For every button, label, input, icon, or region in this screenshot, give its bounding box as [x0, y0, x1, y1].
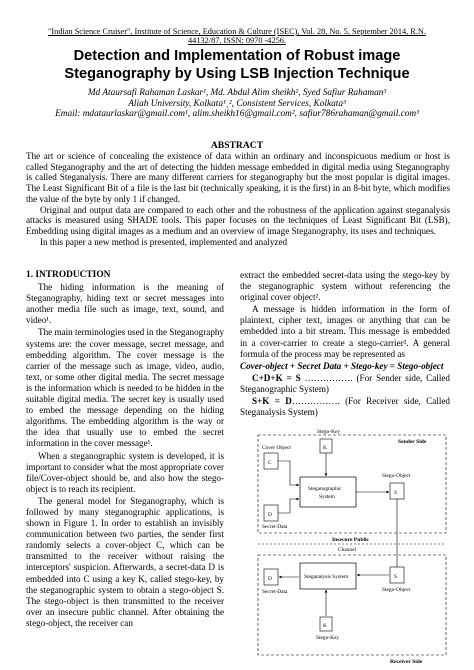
abstract-paragraph-3: In this paper a new method is presented, implemented and analyzed — [40, 236, 288, 247]
stego-object-box-bottom — [390, 567, 404, 583]
general-formula: Cover-object + Secret Data + Stego-key = Stego-object — [240, 360, 444, 371]
title-line-1: Detection and Implementation of Robust image — [73, 48, 401, 64]
receiver-equation-expr: S+K = D — [252, 396, 292, 407]
right-column — [240, 270, 450, 419]
receiver-equation — [240, 396, 450, 418]
insecure-public-label: Insecure Public — [332, 537, 370, 543]
receiver-side-label: Receiver Side — [390, 659, 423, 665]
author-affiliations: Aliah University, Kolkata¹ˎ², Consistent Services, Kolkata³ — [128, 98, 346, 109]
abstract-body — [26, 151, 450, 247]
abstract-paragraph-2: Original and output data are compared to each other and the robustness of the application against steganalysis attacks is measured using SHADE tools. This paper focuses on the techniques of Least Significant Bit (LSB), Embedding using digital images as a medium and an overview of image Steganography, its uses and techniques. — [26, 204, 450, 236]
stego-object-letter-top: S — [394, 490, 397, 496]
abstract-paragraph-1: The art or science of concealing the existence of data within an ordinary and inconspicuous medium or host is called Steganography and the art of detecting the hidden message embedded in digital media using Steganography is called Steganalysis. There are many different carriers for steganography but the most popular is digital images. The Least Significant Bit of a file is the last bit (technically speaking, it is the first) in an 8-bit byte, which modifies the value of the byte by only 1 if changed. — [26, 151, 450, 204]
steganographic-system-label-2: System — [319, 494, 335, 500]
stego-object-bottom-label: Stego-Object — [382, 587, 411, 593]
intro-paragraph-2: The main terminologies used in the Steganography systems are: the cover message, secret message, and embedding algorithm. The cover message is the carrier of the message such as image, video, audio, text, or some other digital media. The secret message is the information which is needed to be hidden in the suitable digital media. The secret key is usually used to embed the message depending on the hiding algorithms. The embedding algorithm is the way or the idea that usually use to embed the secret information in the cover message¹. — [26, 327, 225, 449]
sender-equation — [240, 373, 450, 395]
key-bottom-letter: K — [323, 623, 327, 629]
channel-label: Channel — [338, 547, 356, 553]
sender-equation-expr: C+D+K = S — [252, 372, 301, 383]
arrow-cover-to-system — [278, 461, 299, 485]
cover-letter: C — [268, 460, 272, 466]
title-line-2: Steganography by Using LSB Injection Technique — [64, 66, 410, 82]
author-names: Md Ataursafi Rahaman Laskar¹, Md. Abdul Alim sheikh², Syed Safiur Rahaman³ — [87, 88, 387, 98]
sender-equation-note: ……………. (For Sender side, Called Steganographic System) — [240, 372, 450, 394]
sender-side-label: Sender Side — [398, 439, 427, 445]
stego-key-bottom-label: Stego-Key — [316, 635, 340, 641]
stego-object-top-label: Stego-Object — [382, 473, 411, 479]
right-paragraph-1: extract the embedded secret-data using the stego-key by the steganographic system without referencing the original cover object². — [240, 270, 450, 303]
stego-object-letter-bottom: S — [394, 574, 397, 580]
secret-data-top-label: Secret-Data — [262, 524, 288, 530]
receiver-equation-note: ……………. (For Receiver side, Called Steganalysis System) — [240, 396, 450, 418]
steganographic-system-label-1: Steganographic — [308, 486, 342, 492]
steganographic-system-box — [300, 477, 356, 507]
paper-title — [28, 47, 446, 83]
journal-header: "Indian Science Cruiser", Institute of Science, Education & Culture (ISEC), Vol. 28, No. 5, September 2014, R.N. 44132/87, ISSN: 0970 -4256. — [48, 27, 426, 46]
abstract-heading: ABSTRACT — [210, 140, 264, 151]
steganalysis-system-label: Steganalysis System — [304, 574, 349, 580]
secret-data-letter-bottom: D — [268, 576, 272, 582]
section-heading-introduction: 1. INTRODUCTION — [26, 270, 111, 280]
author-block — [20, 88, 454, 120]
left-column — [26, 270, 224, 630]
cover-object-label: Cover Object — [262, 445, 291, 451]
steganography-model-figure — [240, 427, 450, 665]
secret-data-bottom-label: Secret-Data — [262, 589, 288, 595]
stego-key-top-label: Stego-Key — [317, 429, 341, 435]
intro-paragraph-1: The hiding information is the meaning of Steganography, hiding text or secret messages into another media file such as image, text, sound, and video¹. — [26, 282, 224, 326]
arrow-data-to-system — [278, 499, 299, 513]
intro-paragraph-3: When a steganographic system is developed, it is important to consider what the most appropriate cover file/Cover-object should be, and also how the stego-object is to reach its recipient. — [26, 450, 224, 494]
intro-paragraph-4: The general model for Steganography, which is followed by many steganographic applications, is shown in Figure 1. In order to establish an invisibly communication between two parties, the sender first randomly selects a cover-object C, which can be transmitted to the receiver without raising the interceptors' suspicion. Afterwards, a secret-data D is embedded into C using a key K, called stego-key, by the steganographic system to obtain a stego-object S. The stego-object is then transmitted to the receiver over an insecure public channel. After obtaining the stego-object, the receiver can — [26, 495, 224, 628]
figure-diagram — [240, 427, 450, 665]
stego-object-box-top — [390, 483, 404, 499]
author-emails: Email: mdataurlaskar@gmail.com¹, alim.sheikh16@gmail.com², safiur786rahaman@gmail.com³ — [55, 109, 419, 119]
right-paragraph-2: A message is hidden information in the form of plaintext, cipher text, images or anything that can be embedded into a bit stream. This message is embedded in a cover-carrier to create a stego-carrier². A general formula of the process may be represented as — [240, 304, 450, 359]
secret-data-letter-top: D — [268, 512, 272, 518]
key-top-letter: K — [323, 445, 327, 451]
